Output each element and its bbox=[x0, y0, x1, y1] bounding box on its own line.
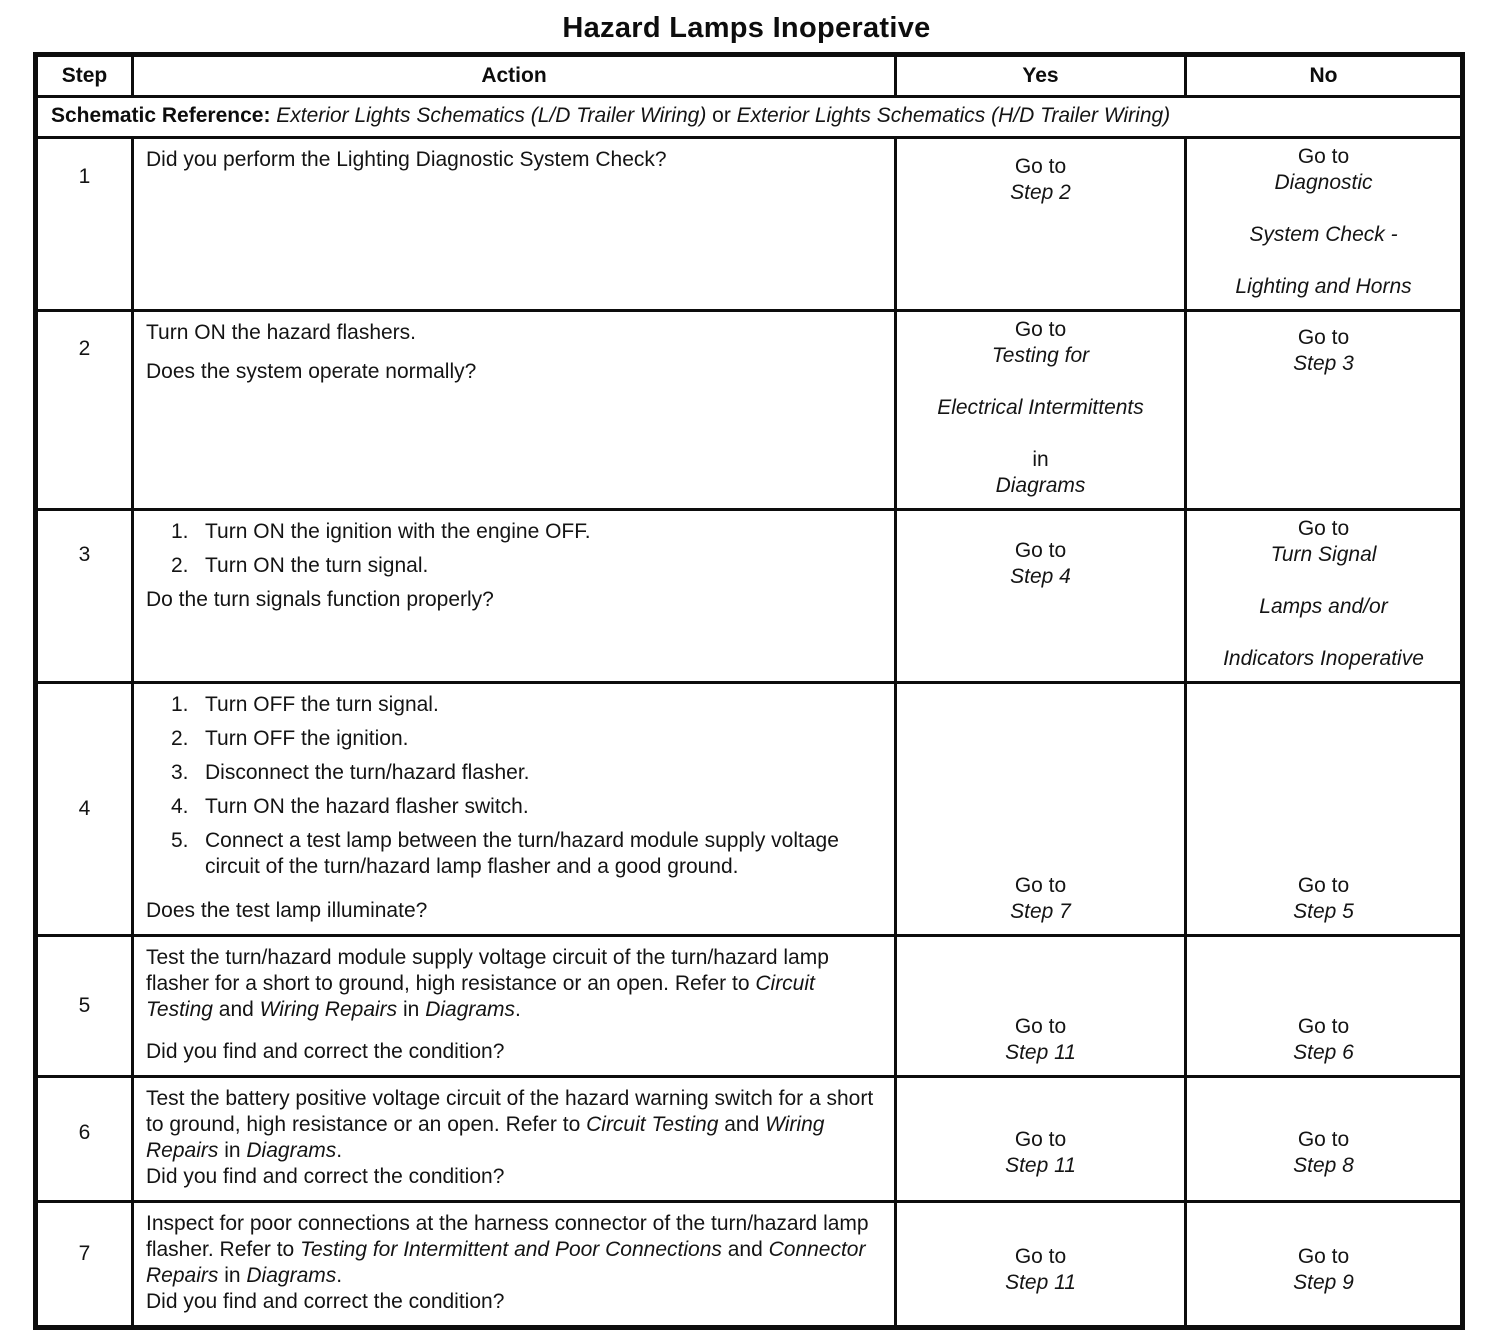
list-item-number: 1. bbox=[171, 693, 189, 716]
action-blocks bbox=[146, 1211, 882, 1289]
yes-cell bbox=[896, 936, 1186, 1077]
list-item-number: 3. bbox=[171, 761, 189, 784]
action-list-item bbox=[146, 519, 882, 545]
yes-cell bbox=[896, 138, 1186, 311]
yes-text: Go to Step 2 bbox=[1010, 155, 1071, 204]
list-item-number: 5. bbox=[171, 829, 189, 852]
no-cell bbox=[1186, 138, 1463, 311]
step-number: 3 bbox=[78, 543, 91, 566]
yes-cell bbox=[896, 683, 1186, 936]
action-paragraph: Test the turn/hazard module supply voltage circuit of the turn/hazard lamp flasher for a short to ground, high resistance or an open. Refer to Circuit Testing and Wiring Repairs in Diagrams. bbox=[146, 946, 829, 1021]
no-text: Go to Step 8 bbox=[1293, 1128, 1354, 1177]
list-item-text: Turn ON the hazard flasher switch. bbox=[205, 795, 529, 818]
header-row bbox=[36, 55, 1463, 97]
action-cell bbox=[133, 311, 896, 510]
table-row-7 bbox=[36, 1202, 1463, 1328]
action-cell bbox=[133, 936, 896, 1077]
no-text: Go to Step 3 bbox=[1293, 326, 1354, 375]
step-cell bbox=[36, 311, 133, 510]
step-number: 6 bbox=[78, 1121, 91, 1144]
action-blocks bbox=[146, 320, 882, 385]
action-question: Did you find and correct the condition? bbox=[146, 1165, 505, 1188]
schematic-reference-text: Exterior Lights Schematics (L/D Trailer Wiring) or Exterior Lights Schematics (H/D Trailer Wiring) bbox=[276, 104, 1171, 127]
list-item-text: Turn ON the ignition with the engine OFF. bbox=[205, 520, 591, 543]
action-cell bbox=[133, 683, 896, 936]
step-number: 5 bbox=[78, 994, 91, 1017]
no-text: Go to Step 5 bbox=[1293, 874, 1354, 923]
column-header-step: Step bbox=[36, 55, 133, 97]
step-cell bbox=[36, 510, 133, 683]
action-blocks bbox=[146, 147, 882, 173]
schematic-reference-cell bbox=[36, 97, 1463, 138]
step-number: 4 bbox=[78, 797, 91, 820]
action-blocks bbox=[146, 692, 882, 888]
no-text: Go to Diagnostic System Check - Lighting and Horns bbox=[1235, 145, 1412, 298]
action-blocks bbox=[146, 1086, 882, 1164]
list-item-text: Turn OFF the ignition. bbox=[205, 727, 409, 750]
table-row-6 bbox=[36, 1077, 1463, 1202]
yes-cell bbox=[896, 510, 1186, 683]
action-question: Did you find and correct the condition? bbox=[146, 1040, 505, 1063]
action-paragraph: Inspect for poor connections at the harness connector of the turn/hazard lamp flasher. Refer to Testing for Intermittent and Poor Connections and Connector Repairs in Diagrams. bbox=[146, 1212, 869, 1287]
table-row-4 bbox=[36, 683, 1463, 936]
step-cell bbox=[36, 138, 133, 311]
action-list-item bbox=[146, 692, 882, 718]
list-item-number: 2. bbox=[171, 727, 189, 750]
no-text: Go to Turn Signal Lamps and/or Indicators Inoperative bbox=[1223, 517, 1424, 670]
table-row-3 bbox=[36, 510, 1463, 683]
yes-text: Go to Step 11 bbox=[1005, 1015, 1076, 1064]
no-cell bbox=[1186, 1077, 1463, 1202]
action-question: Does the test lamp illuminate? bbox=[146, 899, 428, 922]
list-item-text: Turn OFF the turn signal. bbox=[205, 693, 439, 716]
step-cell bbox=[36, 936, 133, 1077]
yes-text: Go to Step 7 bbox=[1010, 874, 1071, 923]
no-cell bbox=[1186, 683, 1463, 936]
yes-cell bbox=[896, 1077, 1186, 1202]
schematic-reference-row bbox=[36, 97, 1463, 138]
action-cell bbox=[133, 138, 896, 311]
action-question: Did you find and correct the condition? bbox=[146, 1290, 505, 1313]
yes-text: Go to Step 11 bbox=[1005, 1128, 1076, 1177]
yes-text: Go to Step 4 bbox=[1010, 539, 1071, 588]
list-item-number: 1. bbox=[171, 520, 189, 543]
action-cell bbox=[133, 510, 896, 683]
diagnostic-table bbox=[33, 52, 1465, 1330]
list-item-text: Disconnect the turn/hazard flasher. bbox=[205, 761, 530, 784]
action-list-item bbox=[146, 794, 882, 820]
list-item-text: Connect a test lamp between the turn/hazard module supply voltage circuit of the turn/hazard lamp flasher and a good ground. bbox=[205, 829, 839, 878]
action-paragraph: Did you perform the Lighting Diagnostic System Check? bbox=[146, 148, 667, 171]
table-row-1 bbox=[36, 138, 1463, 311]
step-number: 2 bbox=[78, 337, 91, 360]
action-paragraph: Test the battery positive voltage circuit of the hazard warning switch for a short to ground, high resistance or an open. Refer to Circuit Testing and Wiring Repairs in Diagrams. bbox=[146, 1087, 874, 1162]
action-paragraph: Turn ON the hazard flashers. bbox=[146, 321, 417, 344]
no-cell bbox=[1186, 510, 1463, 683]
yes-text: Go to Step 11 bbox=[1005, 1245, 1076, 1294]
no-text: Go to Step 6 bbox=[1293, 1015, 1354, 1064]
action-blocks bbox=[146, 519, 882, 587]
action-paragraph: Does the system operate normally? bbox=[146, 360, 477, 383]
step-cell bbox=[36, 683, 133, 936]
list-item-text: Turn ON the turn signal. bbox=[205, 554, 429, 577]
list-item-number: 2. bbox=[171, 554, 189, 577]
action-question: Do the turn signals function properly? bbox=[146, 588, 494, 611]
action-list-item bbox=[146, 726, 882, 752]
step-cell bbox=[36, 1202, 133, 1328]
column-header-no: No bbox=[1186, 55, 1463, 97]
no-cell bbox=[1186, 1202, 1463, 1328]
page-title: Hazard Lamps Inoperative bbox=[562, 12, 931, 44]
no-cell bbox=[1186, 311, 1463, 510]
column-header-action: Action bbox=[133, 55, 896, 97]
action-cell bbox=[133, 1202, 896, 1328]
no-text: Go to Step 9 bbox=[1293, 1245, 1354, 1294]
table-row-5 bbox=[36, 936, 1463, 1077]
yes-text: Go to Testing for Electrical Intermittents in Diagrams bbox=[937, 318, 1144, 497]
column-header-yes: Yes bbox=[896, 55, 1186, 97]
action-list-item bbox=[146, 760, 882, 786]
step-number: 7 bbox=[78, 1242, 91, 1265]
yes-cell bbox=[896, 311, 1186, 510]
action-list-item bbox=[146, 828, 882, 880]
schematic-reference-label: Schematic Reference: bbox=[51, 104, 271, 127]
list-item-number: 4. bbox=[171, 795, 189, 818]
action-blocks bbox=[146, 945, 882, 1023]
action-list-item bbox=[146, 553, 882, 579]
no-cell bbox=[1186, 936, 1463, 1077]
step-cell bbox=[36, 1077, 133, 1202]
step-number: 1 bbox=[78, 165, 91, 188]
yes-cell bbox=[896, 1202, 1186, 1328]
table-row-2 bbox=[36, 311, 1463, 510]
action-cell bbox=[133, 1077, 896, 1202]
